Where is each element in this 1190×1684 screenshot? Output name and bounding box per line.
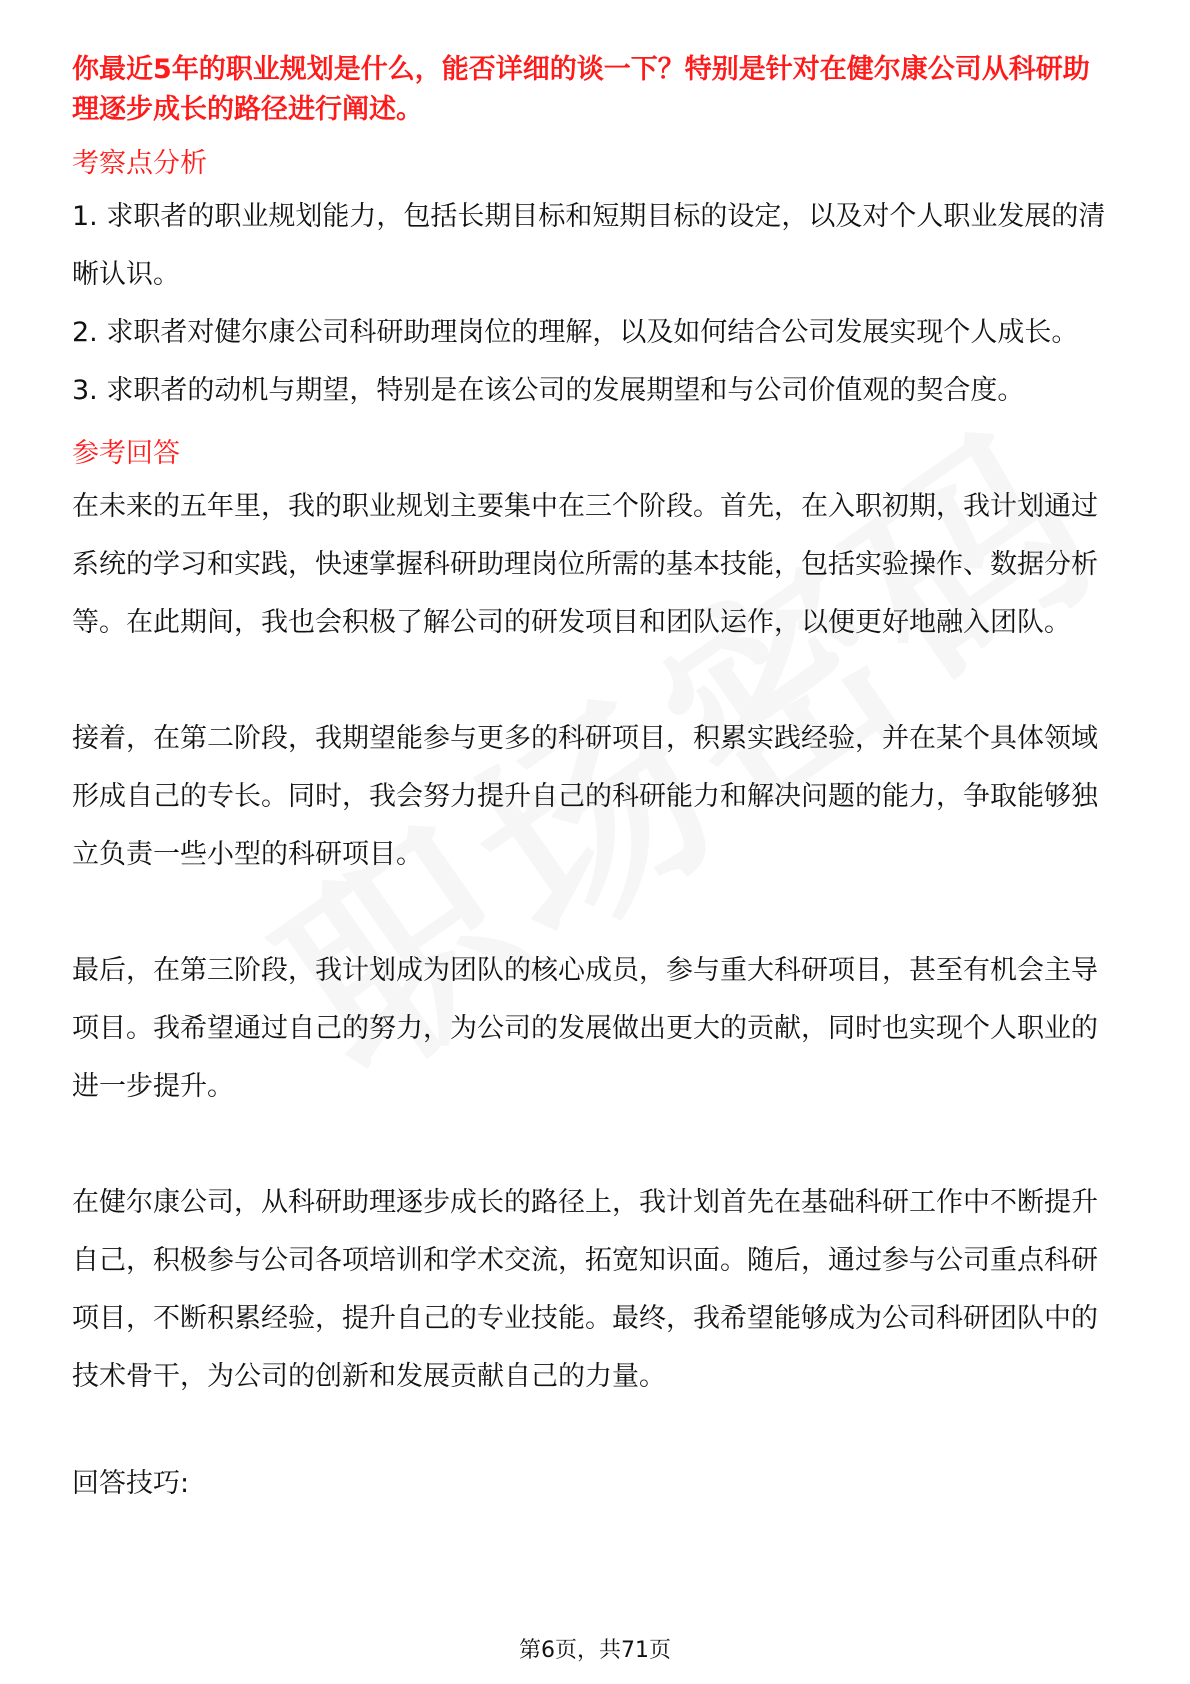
page-number-footer: 第6页，共71页 — [519, 1638, 671, 1663]
interview-question: 你最近5年的职业规划是什么，能否详细的谈一下？特别是针对在健尔康公司从科研助理逐步成长的路径进行阐述。 — [72, 54, 1090, 125]
answer-paragraph: 在未来的五年里，我的职业规划主要集中在三个阶段。首先，在入职初期，我计划通过系统的学习和实践，快速掌握科研助理岗位所需的基本技能，包括实验操作、数据分析等。在此期间，我也会积极了解公司的研发项目和团队运作，以便更好地融入团队。 — [72, 491, 1098, 638]
answer-tips-label: 回答技巧: — [72, 1468, 190, 1499]
document-content — [72, 50, 1112, 1504]
analysis-heading: 考察点分析 — [72, 148, 207, 179]
answer-heading: 参考回答 — [72, 438, 180, 469]
answer-paragraph: 在健尔康公司，从科研助理逐步成长的路径上，我计划首先在基础科研工作中不断提升自己，积极参与公司各项培训和学术交流，拓宽知识面。随后，通过参与公司重点科研项目，不断积累经验，提升自己的专业技能。最终，我希望能够成为公司科研团队中的技术骨干，为公司的创新和发展贡献自己的力量。 — [72, 1187, 1098, 1392]
analysis-item: 3. 求职者的动机与期望，特别是在该公司的发展期望和与公司价值观的契合度。 — [72, 375, 1025, 406]
analysis-item: 2. 求职者对健尔康公司科研助理岗位的理解，以及如何结合公司发展实现个人成长。 — [72, 317, 1079, 348]
answer-paragraph: 接着，在第二阶段，我期望能参与更多的科研项目，积累实践经验，并在某个具体领域形成自己的专长。同时，我会努力提升自己的科研能力和解决问题的能力，争取能够独立负责一些小型的科研项目。 — [72, 723, 1098, 870]
answer-paragraph: 最后，在第三阶段，我计划成为团队的核心成员，参与重大科研项目，甚至有机会主导项目。我希望通过自己的努力，为公司的发展做出更大的贡献，同时也实现个人职业的进一步提升。 — [72, 955, 1098, 1102]
analysis-item: 1. 求职者的职业规划能力，包括长期目标和短期目标的设定，以及对个人职业发展的清晰认识。 — [72, 201, 1106, 290]
